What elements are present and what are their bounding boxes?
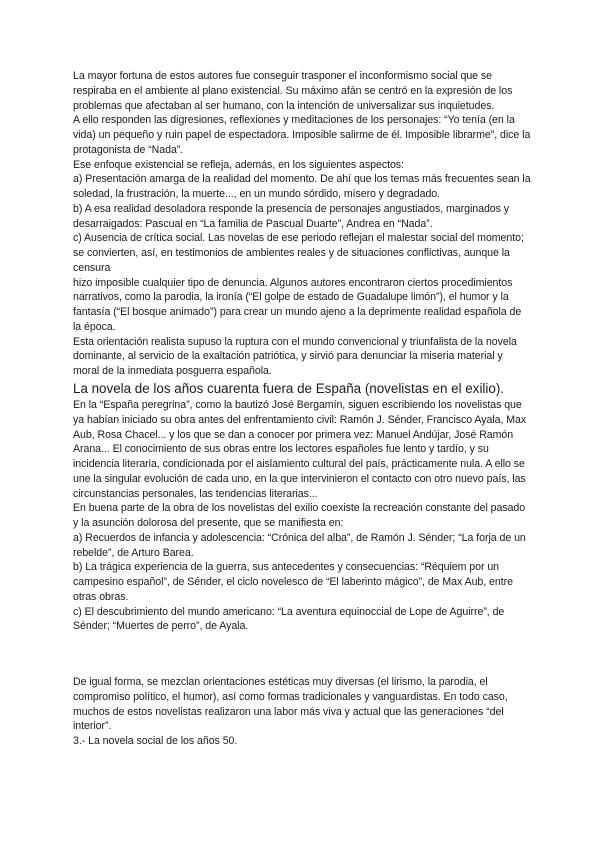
list-item: b) La trágica experiencia de la guerra, sus antecedentes y consecuencias: “Réquiem por un campesino español”, de Sénder, el ciclo novelesco de “El laberinto mágico”, de Max Aub, entre otras obras. — [73, 561, 513, 603]
paragraph: La mayor fortuna de estos autores fue conseguir trasponer el inconformismo social que se respiraba en el ambiente al plano existencial. Su máximo afán se centró en la expresión de los problemas que afectaban al ser humano, con la intención de universalizar sus inquietudes. — [73, 70, 513, 112]
body-text-part2 — [73, 398, 531, 634]
paragraph: Ese enfoque existencial se refleja, además, en los siguientes aspectos: — [73, 158, 404, 171]
list-item: b) A esa realidad desoladora responde la presencia de personajes angustiados, marginados y desarraigados: Pascual en “La familia de Pascual Duarte”, Andrea en “Nada”. — [73, 202, 510, 230]
paragraph: De igual forma, se mezclan orientaciones estéticas muy diversas (el lirismo, la parodia, el compromiso político, el humor), así como formas tradicionales y vanguardistas. En todo caso, muchos de estos novelistas realizaron una labor más viva y actual que las generaciones “del interior”. — [73, 676, 508, 733]
list-item: c) El descubrimiento del mundo americano: “La aventura equinoccial de Lope de Aguirre”, de Sénder; “Muertes de perro”, de Ayala. — [73, 605, 505, 633]
paragraph: A ello responden las digresiones, reflexiones y meditaciones de los personajes: “Yo tenía (en la vida) un pequeño y ruin papel de espectadora. Imposible salirme de él. Imposible librarme”, dice la protagonista de “Nada”. — [73, 114, 531, 156]
section-heading: La novela de los años cuarenta fuera de España (novelistas en el exilio). — [73, 381, 505, 396]
paragraph: Esta orientación realista supuso la ruptura con el mundo convencional y triunfalista de la novela dominante, al servicio de la exaltación patriótica, y sirvió para denunciar la miseria material y moral de la inmediata posguerra española. — [73, 335, 517, 377]
body-text-part3 — [73, 675, 531, 749]
paragraph: hizo imposible cualquier tipo de denuncia. Algunos autores encontraron ciertos procedimientos narrativos, como la parodia, la ironía (“El golpe de estado de Guadalupe limón”), el humor y la fantasía (“El bosque animado”) para crear un mundo ajeno a la deprimente realidad española de la época. — [73, 276, 522, 333]
paragraph: En la “España peregrina”, como la bautizó José Bergamín, siguen escribiendo los novelistas que ya habían iniciado su obra antes del enfrentamiento civil: Ramón J. Sénder, Francisco Ayala, Max Aub, Rosa Chacel... y los que se dan a conocer por primera vez: Manuel Andújar, José Ramón Arana... El conocimiento de sus obras entre los lectores españoles fue lento y tardío, y su incidencia literaria, condicionada por el aislamiento cultural del país, prácticamente nula. A ello se une la singular evolución de cada uno, en la que intervinieron el contacto con otro nuevo país, las circunstancias personales, las tendencias literarias... — [73, 399, 527, 500]
paragraph: En buena parte de la obra de los novelistas del exilio coexiste la recreación constante del pasado y la asunción dolorosa del presente, que se manifiesta en: — [73, 502, 526, 529]
list-item: a) Recuerdos de infancia y adolescencia: “Crónica del alba”, de Ramón J. Sénder; “La forja de un rebelde”, de Arturo Barea. — [73, 531, 526, 559]
body-text-part1 — [73, 69, 531, 379]
list-item: a) Presentación amarga de la realidad del momento. De ahí que los temas más frecuentes sean la soledad, la frustración, la muerte..., en un mundo sórdido, mísero y degradado. — [73, 173, 531, 200]
list-item: c) Ausencia de crítica social. Las novelas de ese periodo reflejan el malestar social del momento; se convierten, así, en testimonios de ambientes reales y de situaciones conflictivas, aunque la censura — [73, 232, 524, 274]
next-section-title: 3.- La novela social de los años 50. — [73, 735, 238, 747]
